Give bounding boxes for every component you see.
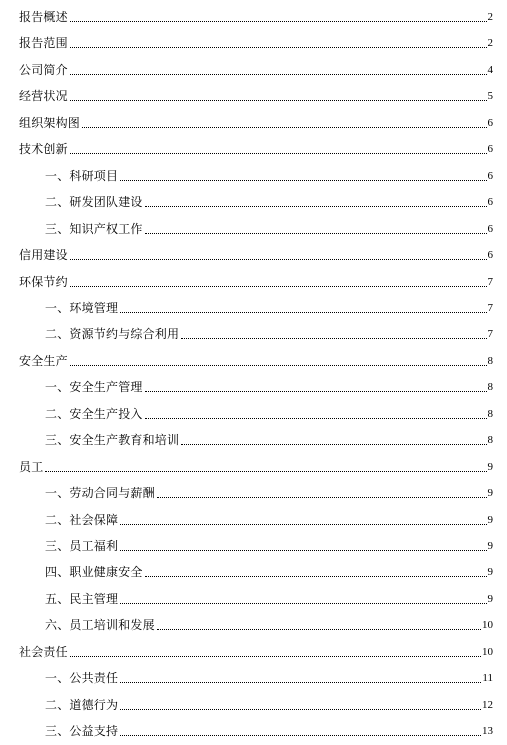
toc-page-number: 9 xyxy=(487,514,493,526)
toc-entry-title: 报告范围 xyxy=(19,36,68,50)
toc-entry[interactable] xyxy=(45,590,493,606)
toc-entry[interactable] xyxy=(45,563,493,579)
toc-page-number: 13 xyxy=(482,725,493,737)
toc-entry-title: 信用建设 xyxy=(19,248,68,262)
toc-page-number: 10 xyxy=(482,646,493,658)
toc-dot-leader xyxy=(120,682,481,683)
toc-dot-leader xyxy=(145,391,487,392)
toc-dot-leader xyxy=(70,21,487,22)
toc-entry[interactable] xyxy=(19,246,493,262)
toc-page-number: 6 xyxy=(487,143,493,155)
toc-dot-leader xyxy=(82,127,486,128)
toc-page-number: 9 xyxy=(487,593,493,605)
toc-dot-leader xyxy=(181,338,486,339)
toc-entry[interactable] xyxy=(45,484,493,500)
toc-entry[interactable] xyxy=(19,8,493,24)
toc-page-number: 2 xyxy=(487,11,493,23)
toc-dot-leader xyxy=(120,524,486,525)
toc-page-number: 2 xyxy=(487,37,493,49)
toc-entry[interactable] xyxy=(19,273,493,289)
toc-entry-title: 一、安全生产管理 xyxy=(45,380,143,394)
toc-entry[interactable] xyxy=(45,431,493,447)
toc-page-number: 8 xyxy=(487,408,493,420)
toc-dot-leader xyxy=(70,656,481,657)
toc-entry[interactable] xyxy=(19,458,493,474)
toc-page-number: 7 xyxy=(487,328,493,340)
toc-dot-leader xyxy=(70,47,487,48)
toc-entry[interactable] xyxy=(19,352,493,368)
toc-dot-leader xyxy=(120,603,486,604)
toc-page-number: 12 xyxy=(482,699,493,711)
toc-entry[interactable] xyxy=(45,325,493,341)
toc-page-number: 8 xyxy=(487,434,493,446)
toc-page-number: 9 xyxy=(487,540,493,552)
toc-entry-title: 一、劳动合同与薪酬 xyxy=(45,486,155,500)
toc-page-number: 6 xyxy=(487,223,493,235)
toc-entry[interactable] xyxy=(45,405,493,421)
toc-entry[interactable] xyxy=(19,34,493,50)
toc-entry-title: 员工 xyxy=(19,460,44,474)
toc-entry[interactable] xyxy=(45,722,493,738)
toc-dot-leader xyxy=(181,444,486,445)
toc-entry[interactable] xyxy=(19,114,493,130)
toc-dot-leader xyxy=(70,100,487,101)
toc-dot-leader xyxy=(145,576,487,577)
toc-entry-title: 经营状况 xyxy=(19,89,68,103)
toc-page-number: 5 xyxy=(487,90,493,102)
toc-dot-leader xyxy=(120,180,486,181)
toc-entry[interactable] xyxy=(19,643,493,659)
toc-dot-leader xyxy=(120,709,481,710)
toc-dot-leader xyxy=(120,735,481,736)
toc-entry-title: 报告概述 xyxy=(19,10,68,24)
toc-entry[interactable] xyxy=(45,616,493,632)
toc-dot-leader xyxy=(120,550,486,551)
toc-page-number: 11 xyxy=(482,672,493,684)
toc-dot-leader xyxy=(145,233,487,234)
toc-entry-title: 二、研发团队建设 xyxy=(45,195,143,209)
toc-entry-title: 三、安全生产教育和培训 xyxy=(45,433,180,447)
toc-dot-leader xyxy=(70,286,487,287)
toc-entry[interactable] xyxy=(45,511,493,527)
toc-page-number: 8 xyxy=(487,355,493,367)
toc-page-number: 6 xyxy=(487,117,493,129)
toc-entry-title: 公司简介 xyxy=(19,63,68,77)
toc-entry[interactable] xyxy=(19,87,493,103)
toc-entry-title: 环保节约 xyxy=(19,275,68,289)
toc-entry-title: 技术创新 xyxy=(19,142,68,156)
toc-page-number: 6 xyxy=(487,170,493,182)
toc-page-number: 9 xyxy=(487,487,493,499)
toc-entry[interactable] xyxy=(45,669,493,685)
toc-dot-leader xyxy=(70,259,487,260)
toc-dot-leader xyxy=(70,365,487,366)
toc-dot-leader xyxy=(70,74,487,75)
toc-dot-leader xyxy=(120,312,486,313)
toc-entry[interactable] xyxy=(45,220,493,236)
toc-entry-title: 四、职业健康安全 xyxy=(45,565,143,579)
toc-entry-title: 三、知识产权工作 xyxy=(45,222,143,236)
toc-entry[interactable] xyxy=(45,696,493,712)
toc-entry-title: 一、环境管理 xyxy=(45,301,119,315)
toc-dot-leader xyxy=(70,153,487,154)
toc-dot-leader xyxy=(157,497,487,498)
toc-page-number: 7 xyxy=(487,302,493,314)
toc-entry[interactable] xyxy=(19,61,493,77)
toc-entry[interactable] xyxy=(45,537,493,553)
toc-entry-title: 二、社会保障 xyxy=(45,513,119,527)
toc-page-number: 9 xyxy=(487,461,493,473)
toc-dot-leader xyxy=(145,418,487,419)
toc-entry-title: 二、资源节约与综合利用 xyxy=(45,327,180,341)
toc-entry-title: 二、道德行为 xyxy=(45,698,119,712)
toc-entry-title: 一、科研项目 xyxy=(45,169,119,183)
toc-entry-title: 六、员工培训和发展 xyxy=(45,618,155,632)
toc-entry-title: 三、公益支持 xyxy=(45,724,119,738)
toc-entry[interactable] xyxy=(45,378,493,394)
toc-entry-title: 三、员工福利 xyxy=(45,539,119,553)
toc-entry[interactable] xyxy=(45,299,493,315)
toc-entry[interactable] xyxy=(45,193,493,209)
toc-entry[interactable] xyxy=(19,140,493,156)
toc-page-number: 7 xyxy=(487,276,493,288)
toc-entry-title: 五、民主管理 xyxy=(45,592,119,606)
toc-entry-title: 安全生产 xyxy=(19,354,68,368)
toc-page-number: 10 xyxy=(482,619,493,631)
toc-entry-title: 二、安全生产投入 xyxy=(45,407,143,421)
toc-page-number: 6 xyxy=(487,249,493,261)
toc-page-number: 6 xyxy=(487,196,493,208)
toc-entry-title: 社会责任 xyxy=(19,645,68,659)
toc-page-number: 4 xyxy=(487,64,493,76)
toc-dot-leader xyxy=(157,629,481,630)
toc-entry[interactable] xyxy=(45,167,493,183)
toc-page-number: 8 xyxy=(487,381,493,393)
toc-dot-leader xyxy=(45,471,486,472)
toc-dot-leader xyxy=(145,206,487,207)
toc-page-number: 9 xyxy=(487,566,493,578)
toc-entry-title: 组织架构图 xyxy=(19,116,81,130)
toc-entry-title: 一、公共责任 xyxy=(45,671,119,685)
